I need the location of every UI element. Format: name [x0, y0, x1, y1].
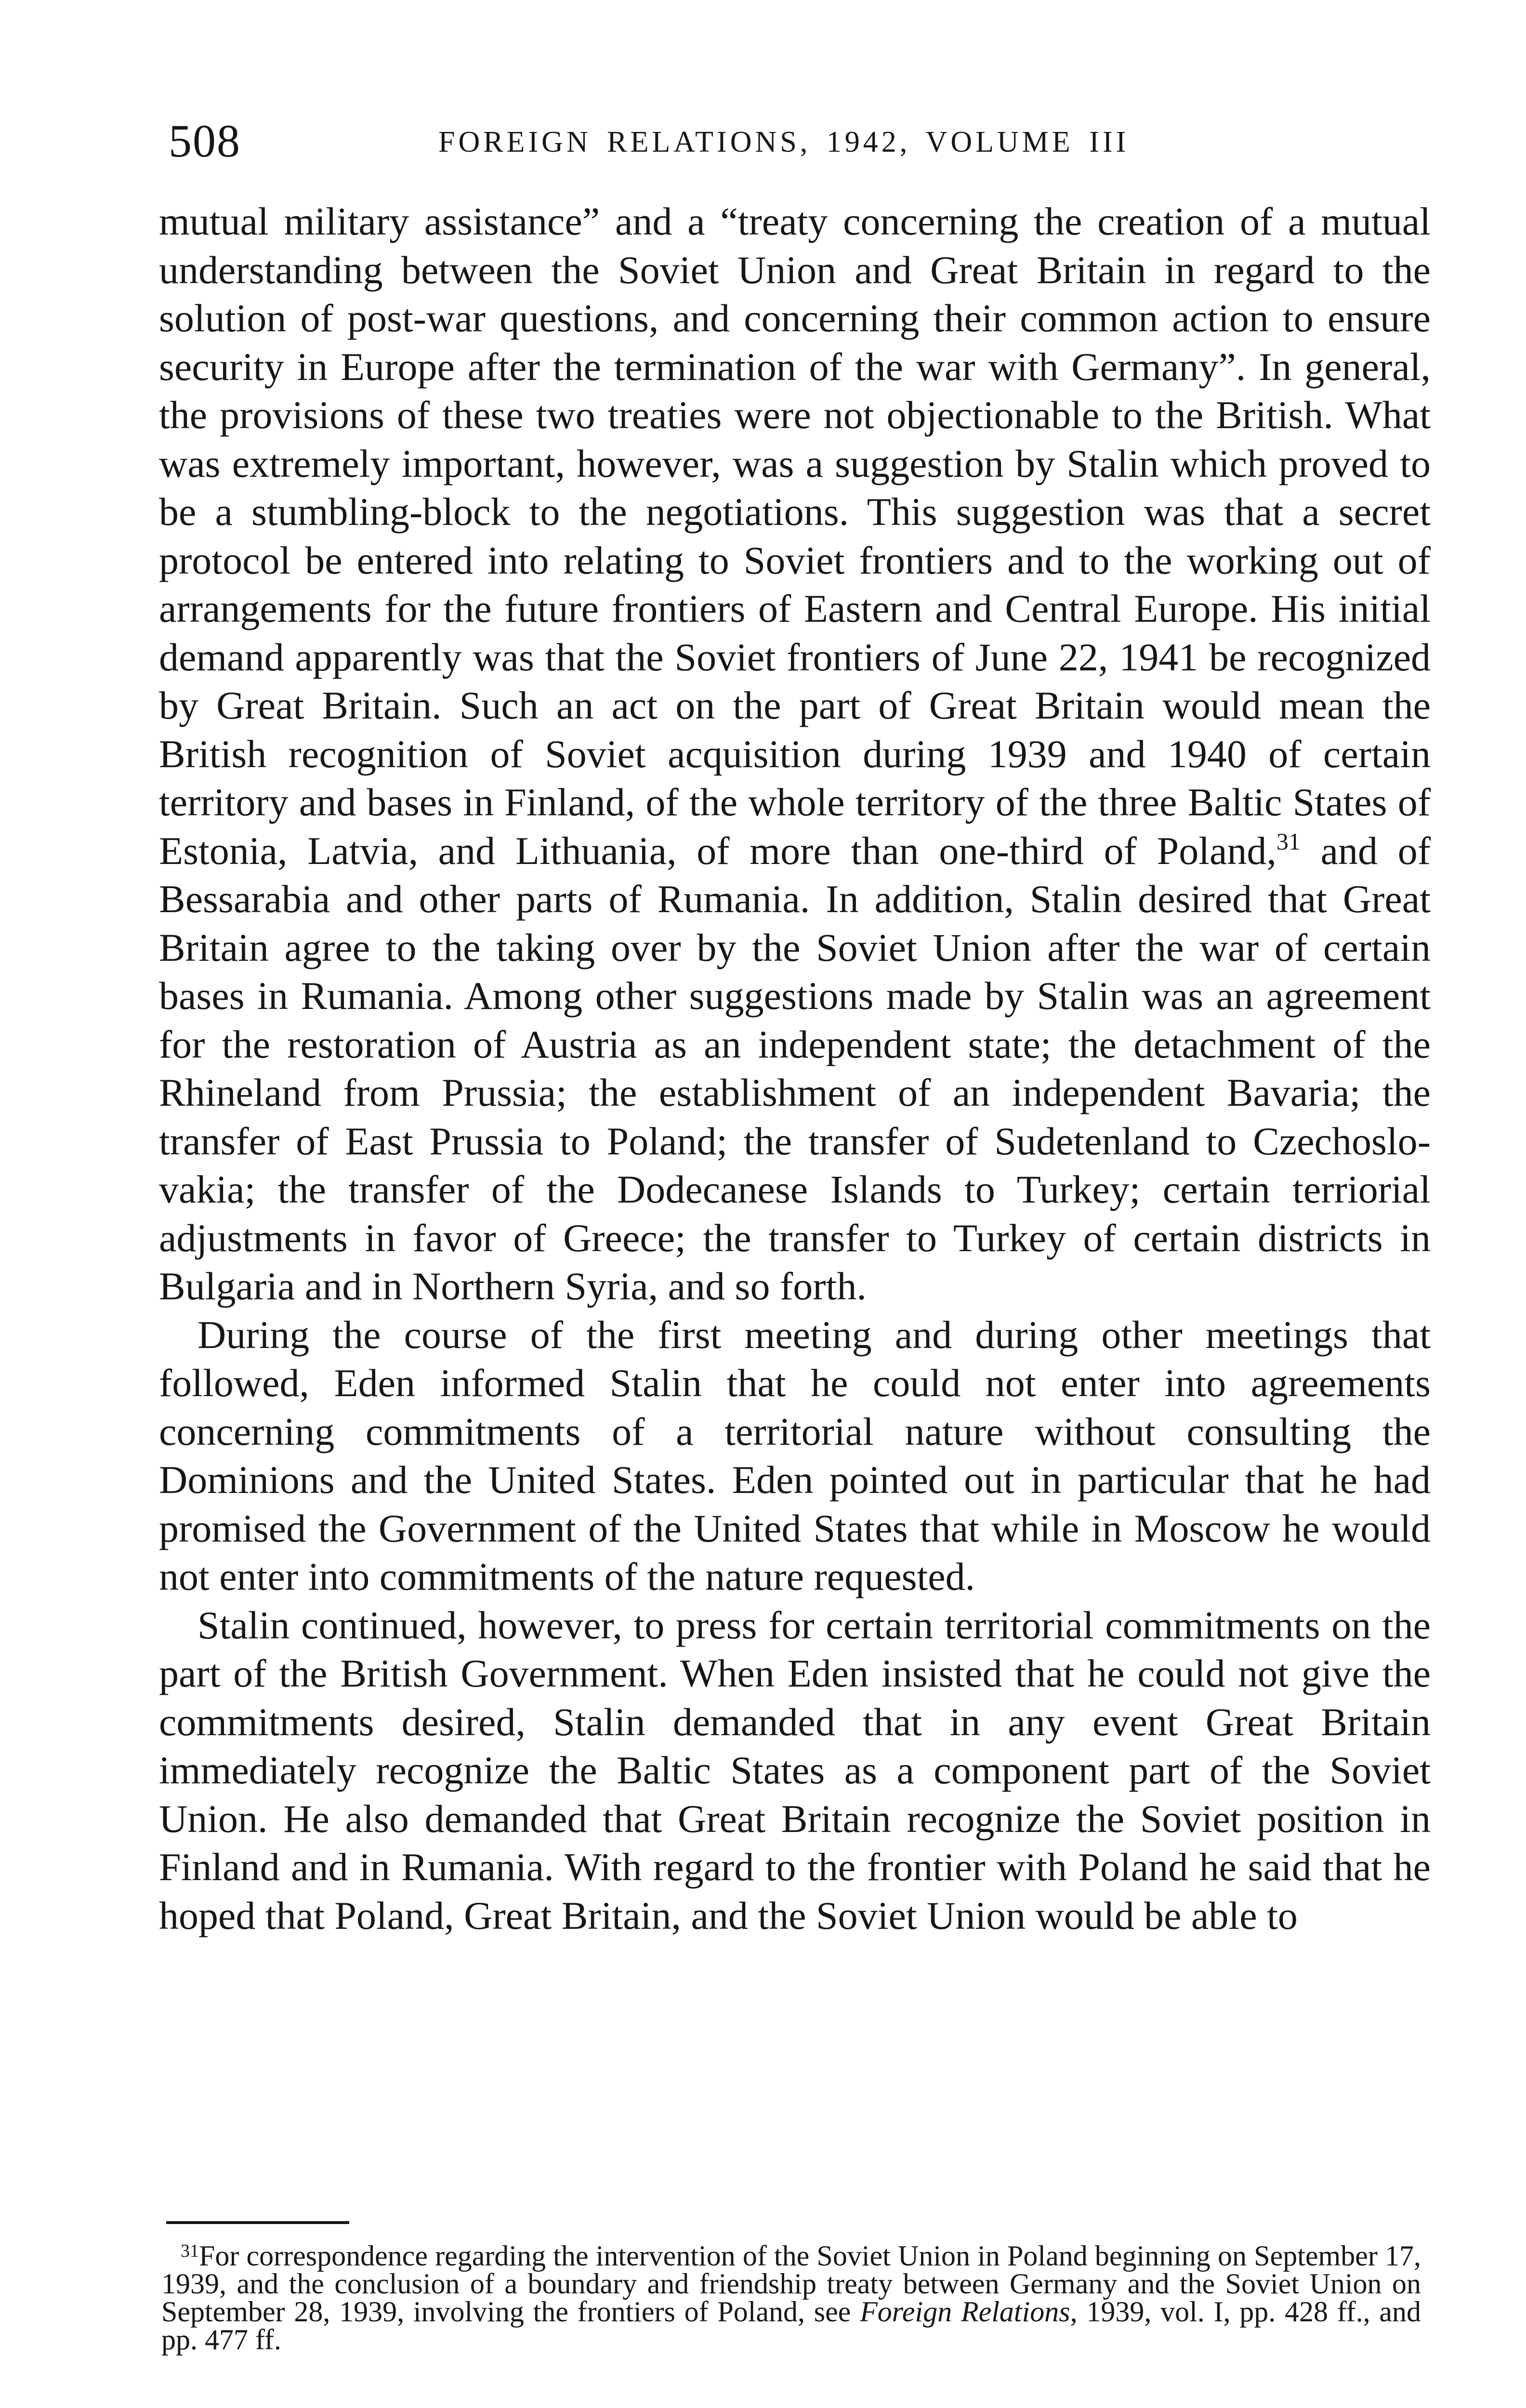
paragraph-2: During the course of the first meeting and during other meetings that followed, Eden informed Stalin that he could not enter into agreements concerning commitments of a territorial nature without consulting the Dominions and the United States. Eden pointed out in particular that he had promised the Government of the United States that while in Moscow he would not enter into commitments of the nature requested. [159, 1312, 1431, 1598]
footnote-marker: 31 [181, 2241, 199, 2261]
footnote-text-part-2: , 1939, vol. I, pp. 428 ff., and pp. 477 ff. [161, 2296, 1421, 2356]
paragraph-1-part-2: and of Bessarabia and other parts of Rumania. In addition, Stalin desired that Great Britain agree to the taking over by the Soviet Union after the war of certain bases in Rumania. Among other suggestions made by Stalin was an agreement for the restoration of Austria as an independent state; the detachment of the Rhineland from Prussia; the establishment of an independent Bavaria; the transfer of East Prussia to Poland; the transfer of Sudetenland to Czechoslovakia; the transfer of the Dodecanese Islands to Turkey; certain terriorial adjustments in favor of Greece; the transfer to Turkey of certain districts in Bulgaria and in Northern Syria, and so forth. [159, 828, 1431, 1308]
paragraph-1-part-1: mutual military assistance” and a “treaty concerning the creation of a mutual understanding between the Soviet Union and Great Britain in regard to the solution of post-war questions, and concerning their common action to ensure security in Europe after the termination of the war with Germany”. In general, the provisions of these two treaties were not objectionable to the British. What was extremely important, however, was a suggestion by Stalin which proved to be a stumbling-block to the negotiations. This suggestion was that a secret protocol be entered into relating to Soviet frontiers and to the working out of arrangements for the future frontiers of Eastern and Central Europe. His initial demand apparently was that the Soviet frontiers of June 22, 1941 be recognized by Great Britain. Such an act on the part of Great Britain would mean the British recognition of Soviet acquisition during 1939 and 1940 of certain territory and bases in Finland, of the whole territory of the three Baltic States of Estonia, Latvia, and Lithuania, of more than one-third of Poland, [159, 199, 1431, 873]
page-number: 508 [169, 115, 241, 167]
footnote-reference[interactable]: 31 [1276, 827, 1301, 855]
footnote-divider [166, 2221, 349, 2224]
running-head: FOREIGN RELATIONS, 1942, VOLUME III [438, 126, 1130, 158]
page-header [169, 115, 1433, 168]
paragraph-1 [159, 197, 1431, 1311]
footnote-text-part-1: For correspondence regarding the intervention of the Soviet Union in Poland beginning on September 17, 1939, and the conclusion of a boundary and friendship treaty between Germany and the Soviet Union on September 28, 1939, involving the frontiers of Poland, see [161, 2240, 1421, 2328]
paragraph-3: Stalin continued, however, to press for certain territorial commitments on the part of the British Government. When Eden insisted that he could not give the commitments desired, Stalin demanded that in any event Great Britain immediately recognize the Baltic States as a component part of the Soviet Union. He also demanded that Great Britain recognize the Soviet position in Finland and in Rumania. With regard to the frontier with Poland he said that he hoped that Poland, Great Britain, and the Soviet Union would be able to [159, 1603, 1431, 1937]
body-text [159, 197, 1431, 1940]
footnote [161, 2242, 1421, 2354]
footnote-italic-title: Foreign Relations [860, 2296, 1070, 2328]
